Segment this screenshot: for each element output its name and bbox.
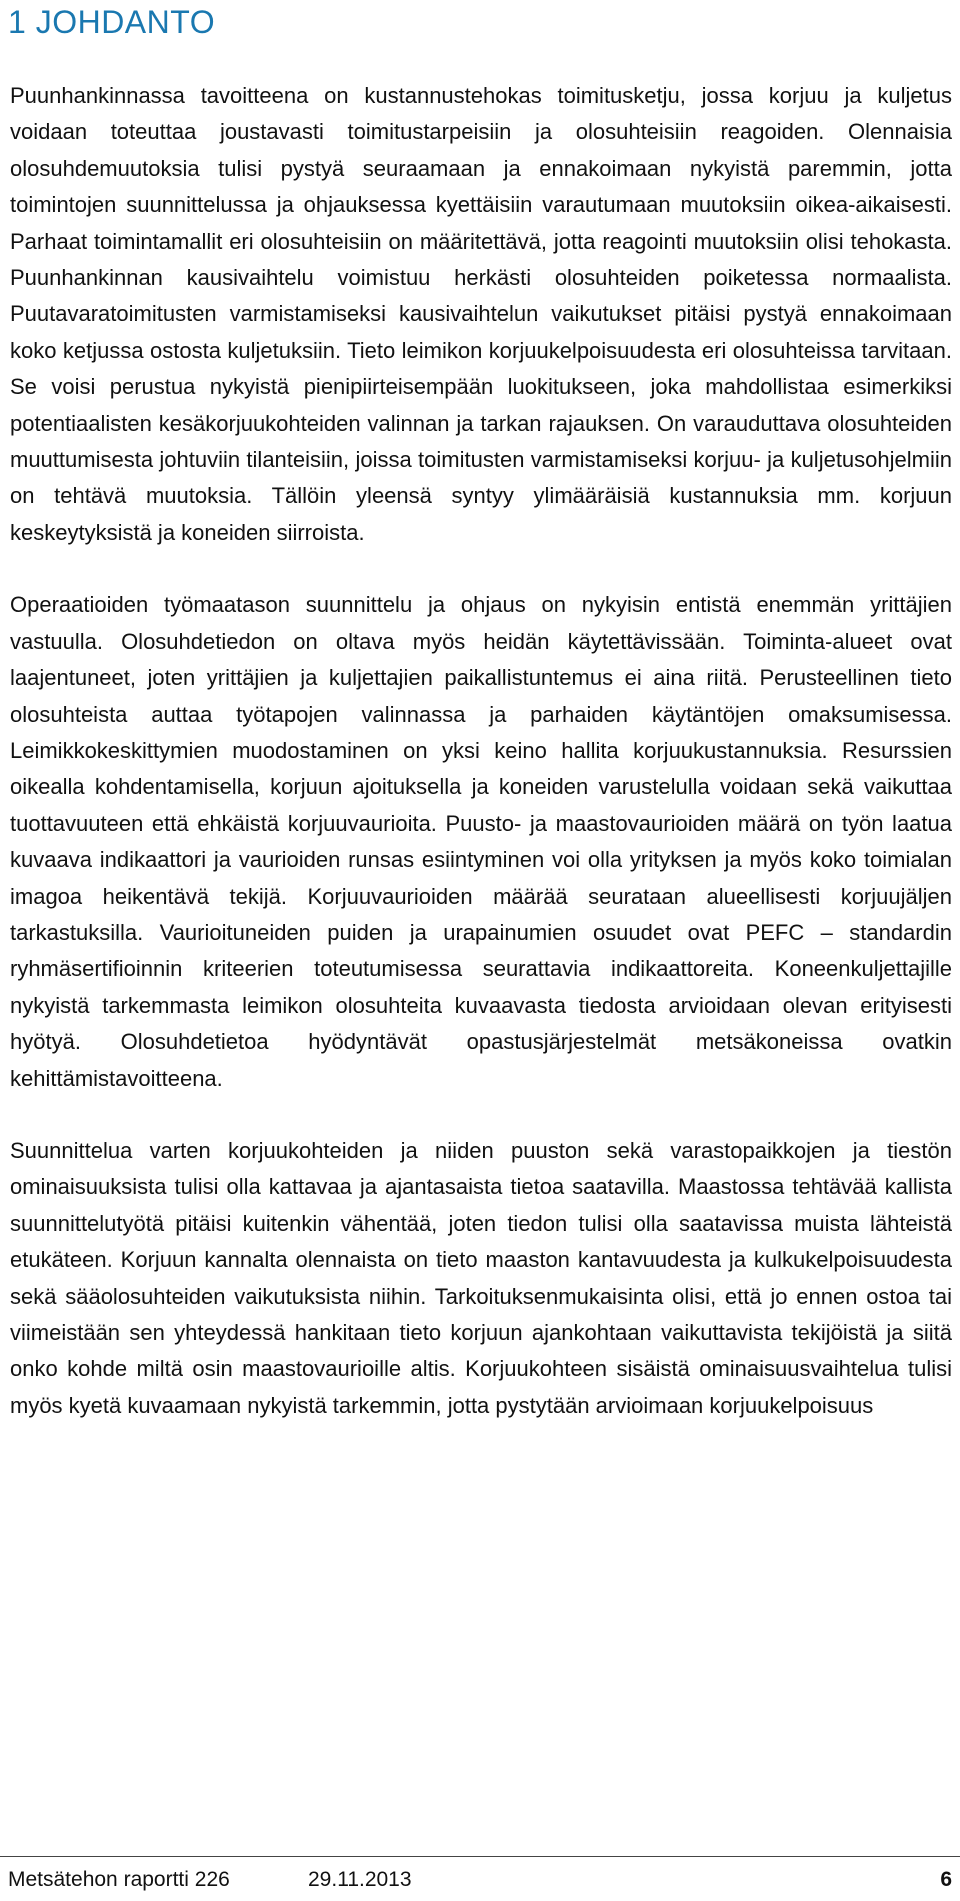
page-footer (8, 1866, 952, 1896)
paragraph: Suunnittelua varten korjuukohteiden ja niiden puuston sekä varastopaikkojen ja tiestön ominaisuuksista tulisi olla kattavaa ja ajantasaista tietoa saatavilla. Maastossa tehtävää kallista suunnittelutyötä pitäisi kuitenkin vähentää, joten tiedon tulisi olla saatavissa muista lähteistä etukäteen. Korjuun kannalta olennaista on tieto maaston kantavuudesta ja kulkukelpoisuudesta sekä sääolosuhteiden vaikutuksista niihin. Tarkoituksenmukaisinta olisi, että jo ennen ostoa tai viimeistään sen yhteydessä hankitaan tieto korjuun ajankohtaan vaikuttavista tekijöistä ja siitä onko kohde miltä osin maastovaurioille altis. Korjuukohteen sisäistä ominaisuusvaihtelua tulisi myös kyetä kuvaamaan nykyistä tarkemmin, jotta pystytään arvioimaan korjuukelpoisuus (10, 1137, 952, 1418)
paragraph: Puunhankinnassa tavoitteena on kustannustehokas toimitusketju, jossa korjuu ja kuljetus voidaan toteuttaa joustavasti toimitustarpeisiin ja olosuhteisiin reagoiden. Olennaisia olosuhdemuutoksia tulisi pystyä seuraamaan ja ennakoimaan nykyistä paremmin, jotta toimintojen suunnittelussa ja ohjauksessa kyettäisiin varautumaan muutoksiin oikea-aikaisesti. Parhaat toimintamallit eri olosuhteisiin on määritettävä, jotta reagointi muutoksiin olisi tehokasta. Puunhankinnan kausivaihtelu voimistuu herkästi olosuhteiden poiketessa normaalista. Puutavaratoimitusten varmistamiseksi kausivaihtelun vaikutukset pitäisi pystyä ennakoimaan koko ketjussa ostosta kuljetuksiin. Tieto leimikon korjuukelpoisuudesta eri olosuhteissa tarvitaan. Se voisi perustua nykyistä pienipiirteisempään luokitukseen, joka mahdollistaa esimerkiksi potentiaalisten kesäkorjuukohteiden valinnan ja tarkan rajauksen. On varauduttava olosuhteiden muuttumisesta johtuviin tilanteisiin, joissa toimitusten varmistamiseksi korjuu- ja kuljetusohjelmiin on tehtävä muutoksia. Tällöin yleensä syntyy ylimääräisiä kustannuksia mm. korjuun keskeytyksistä ja koneiden siirroista. (10, 83, 952, 545)
footer-divider (0, 1856, 960, 1857)
page-number: 6 (940, 1868, 952, 1891)
footer-date: 29.11.2013 (308, 1868, 412, 1891)
paragraph: Operaatioiden työmaatason suunnittelu ja ohjaus on nykyisin entistä enemmän yrittäjien vastuulla. Olosuhdetiedon on oltava myös heidän käytettävissään. Toiminta-alueet ovat laajentuneet, joten yrittäjien ja kuljettajien paikallistuntemus ei aina riitä. Perusteellinen tieto olosuhteista auttaa työtapojen valinnassa ja parhaiden käytäntöjen omaksumisessa. Leimikkokeskittymien muodostaminen on yksi keino hallita korjuukustannuksia. Resurssien oikealla kohdentamisella, korjuun ajoituksella ja koneiden varustelulla voidaan sekä vaikuttaa tuottavuuteen että ehkäistä korjuuvaurioita. Puusto- ja maastovaurioiden määrä on työn laatua kuvaava indikaattori ja vaurioiden runsas esiintyminen voi olla yrityksen ja myös koko toimialan imagoa heikentävä tekijä. Korjuuvaurioiden määrää seurataan alueellisesti korjuujäljen tarkastuksilla. Vaurioituneiden puiden ja urapainumien osuudet ovat PEFC – standardin ryhmäsertifioinnin kriteerien toteutumisessa seurattavia indikaattoreita. Koneenkuljettajille nykyistä tarkemmasta leimikon olosuhteita kuvaavasta tiedosta arvioidaan olevan erityisesti hyötyä. Olosuhdetietoa hyödyntävät opastusjärjestelmät metsäkoneissa ovatkin kehittämistavoitteena. (10, 592, 952, 1091)
footer-publication: Metsätehon raportti 226 (8, 1868, 230, 1891)
section-heading: 1 JOHDANTO (8, 4, 216, 40)
body-text (10, 78, 952, 1424)
